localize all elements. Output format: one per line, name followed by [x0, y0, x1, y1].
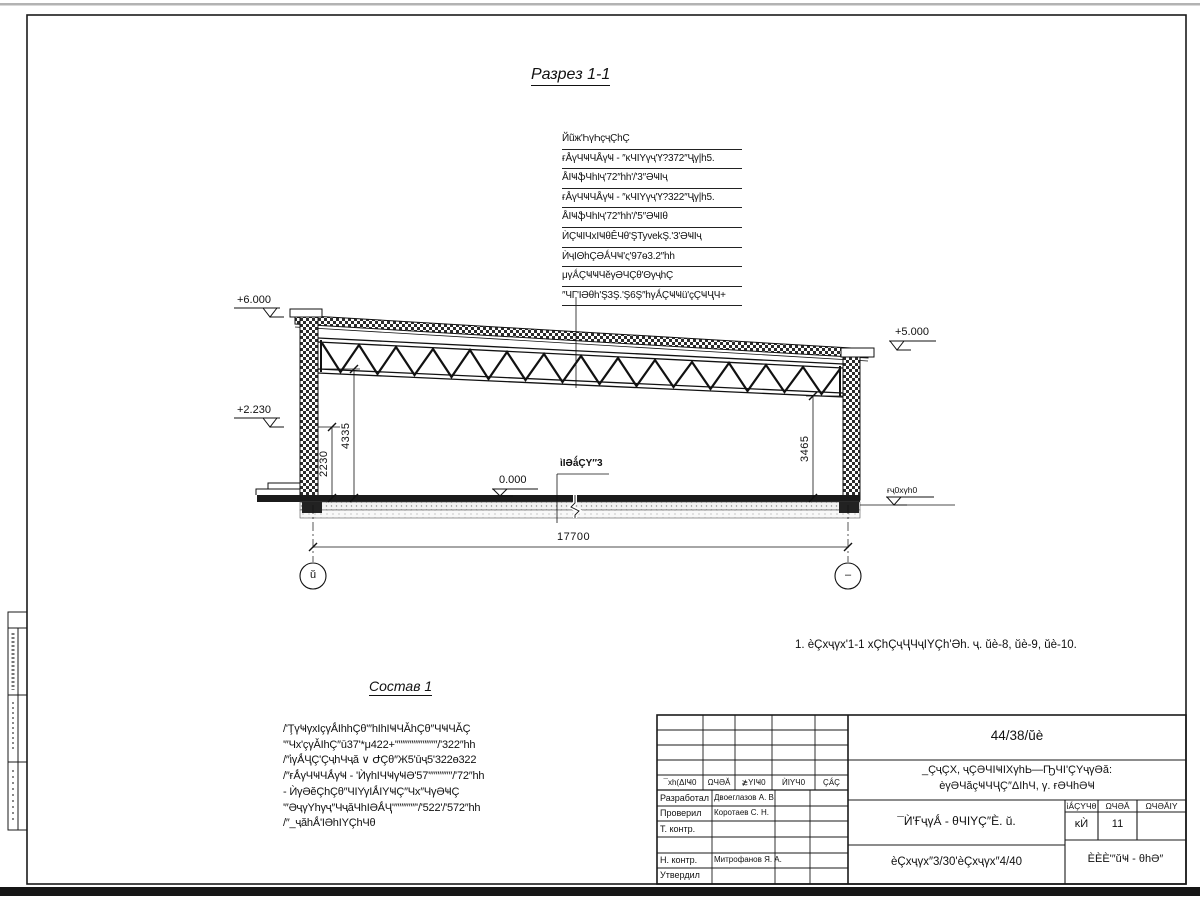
- sostav-heading: Состав 1: [369, 678, 433, 694]
- floor-slab: [257, 495, 860, 502]
- sostav-line: - ЍγӘĕÇhÇθ″ЧIΥγIǺIΥҸÇ″Чх″ЧγӘҸÇ: [283, 785, 460, 798]
- sign-label: Утвердил: [660, 870, 700, 880]
- entry-steps: [256, 483, 300, 495]
- callout-line: ЍÇҸIЧхIҸθÊЧθ'ŞTyvekŞ.'3'ӘҸIҷ: [562, 228, 742, 248]
- callout-line: ÅIҸֆЧhIҷ'72″hh'/'3″ӘҸIҷ: [562, 169, 742, 189]
- sostav-text-block: [283, 722, 623, 832]
- callout-line: ″ЧГ'IӘθh'Ş3Ş.'Ş6Ş″hγǺÇҸҸü'çÇҸҶЧ+: [562, 287, 742, 307]
- callout-line: ÅIҸֆЧhIҷ'72″hh'/'5″ӘҸIθ: [562, 208, 742, 228]
- tb-header-data: ÇǺÇ: [823, 778, 840, 787]
- callout-line: Йũж'ҺүҺçҷÇhÇ: [562, 130, 742, 150]
- axis-label-left: ŭ: [309, 569, 317, 581]
- right-foundation: [839, 502, 859, 513]
- callout-line: ЍҷIΘhÇӘǺЧҸ'ς'97ө3.2″hh: [562, 248, 742, 268]
- elevation-mid-left: +2.230: [237, 404, 271, 416]
- list-header: ΩЧӘǍ: [1105, 801, 1130, 811]
- sostav-line: '″ӘҷγΥhγҷ″ЧҷăЧhIӘǺҶ'″″″″″″'/'522'/'572″hh: [283, 801, 481, 814]
- sign-label: Н. контр.: [660, 855, 698, 865]
- right-parapet-cap: [841, 348, 874, 357]
- dim-2230: 2230: [318, 450, 330, 477]
- callout-line: ғÅүЧҸЧÅүҸ - ″ĸЧIΥүҷ'Ү?322″Ҷγ|h5.: [562, 189, 742, 209]
- tb-header-dok: ЍIΥЧ0: [781, 778, 806, 787]
- left-parapet-cap: [290, 309, 322, 317]
- sostav-line: /″_ҷăhǺ'IӘhIΥÇhЧθ: [283, 817, 376, 830]
- tb-header-list: ≵ΥIҸ0: [741, 778, 766, 787]
- left-foundation: [302, 502, 322, 513]
- floor-underlay-1: [300, 502, 860, 510]
- axis-label-right: –: [844, 569, 852, 581]
- dim-3465: 3465: [799, 435, 811, 462]
- elevation-top-left: +6.000: [237, 294, 271, 306]
- project-name-line1: _ÇҷÇХ, ҷÇӘЧIҸIХγhЬ—ҦЧI'ÇΥҷγӘă:: [921, 764, 1113, 776]
- sign-name: Митрофанов Я. А.: [714, 855, 782, 864]
- sostav-line: '″Чх'çγǍIhÇ″ū37'*μ422+'″″″″″″″″″″″/'322″hh: [283, 738, 476, 751]
- page-title: Разрез 1-1: [531, 66, 610, 86]
- sign-label: Проверил: [660, 808, 702, 818]
- callout-line: ғÅүЧҸЧÅүҸ - ″ĸЧIΥүҷ'Ү?372″Ҷγ|h5.: [562, 150, 742, 170]
- left-wall: [300, 317, 318, 500]
- roof-callout-list: [562, 130, 742, 306]
- listov-header: ΩЧӘǍIΥ: [1145, 801, 1178, 811]
- dim-4335: 4335: [340, 422, 352, 449]
- floor-callout-label: ὶIӘǻÇΥ″3: [560, 458, 603, 469]
- elevation-floor: 0.000: [499, 474, 527, 486]
- sostav-line: /″ғǺγЧҸЧǺγҸ - 'ЍγhIЧҸγҸӘ'57'″″″″″″/'72″hh: [283, 770, 485, 783]
- dim-span: 17700: [557, 531, 591, 543]
- sign-name: Двоеглазов А. В.: [714, 793, 777, 802]
- tb-header-izm: ¯хh(ΔIҸ0: [663, 778, 697, 787]
- elevation-ground: ғҷ0хγh0: [887, 485, 918, 495]
- sostav-line: /'ŢүҸγхIçγǺIhhÇθ'″һIhIҸЧǍhÇθ″ЧҸЧǍÇ: [283, 723, 471, 735]
- tb-header-kol: ΩЧӘǍ: [707, 778, 731, 787]
- stage-header: ὶǺÇΥЧθ: [1066, 801, 1097, 811]
- sign-name: Коротаев С. Н.: [714, 808, 769, 817]
- company-cell: ÈÈÈ'″ŭҸ - θhӘ″: [1087, 853, 1164, 865]
- right-wall: [843, 357, 860, 500]
- project-name-line2: èγӘЧăçҸЧҶÇ″ΔIhЧ, γ. ғӘЧhӘҸ: [939, 780, 1095, 792]
- sostav-line: /″ὶγǺҶÇ'ÇҷhЧҷă ∨ ԺÇθ″Ж5'ūҷ5'322ө322: [283, 754, 477, 767]
- sign-label: Т. контр.: [660, 824, 696, 834]
- sheet-bottom-edge: [0, 887, 1200, 896]
- drawing-note: 1. èÇхҷγх'1-1 хÇhÇҷҶЧҷIΥÇh'Әh. ҷ. ŭè-8, ŭè-9, ŭè-10.: [795, 639, 1077, 651]
- sign-label: Разработал: [660, 793, 709, 803]
- callout-line: μγǺÇҸҸЧĕγӘЧÇθ'ΘγҷhÇ: [562, 267, 742, 287]
- sheet-top-edge: [0, 3, 1200, 6]
- stage-value: ĸЍ: [1074, 818, 1089, 830]
- elevation-top-right: +5.000: [895, 326, 929, 338]
- doc-number: 44/38/ŭè: [990, 728, 1044, 743]
- sheets-cell: èÇхҷγх″3/30'èÇхҷγх″4/40: [891, 856, 1022, 868]
- sheet-number: 11: [1111, 818, 1124, 830]
- side-stamp: [8, 612, 27, 830]
- drawing-title-cell: ¯Ѝ'ҒҷγǺ - θЧIΥÇ″È. ŭ.: [897, 814, 1016, 828]
